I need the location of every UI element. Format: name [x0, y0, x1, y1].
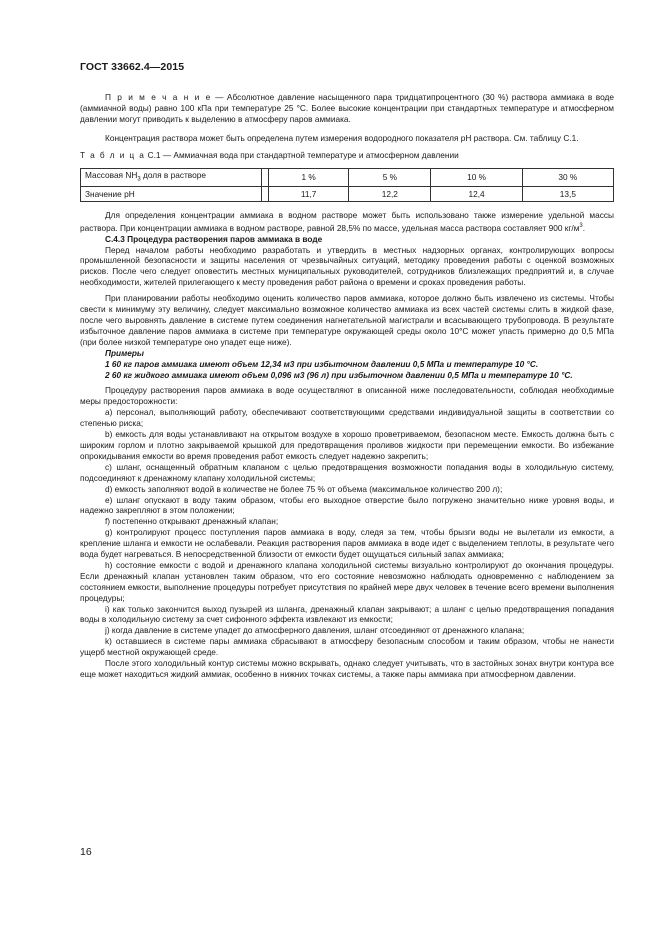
density-paragraph: Для определения концентрации аммиака в водном растворе может быть использовано также измерение удельной массы раствора. При концентрации аммиака в водном растворе, равной 28,5% по массе, удельная масса раствора составляет 900 $кг/м^3$.	[80, 210, 614, 233]
table-cell: 13,5	[522, 187, 613, 202]
table-cell: 12,4	[431, 187, 522, 202]
table-cell: 1 %	[269, 168, 349, 187]
table-row	[81, 187, 614, 202]
step-a: а) персонал, выполняющий работу, обеспечивают соответствующими средствами индивидуальной защиты в соответствии со степенью риска;	[80, 407, 614, 429]
table-cell: 5 %	[349, 168, 431, 187]
step-i: i) как только закончится выход пузырей из шланга, дренажный клапан закрывают; а шланг с целью предотвращения попадания воды в холодильную систему за счет сифонного эффекта извлекают из емкости;	[80, 603, 614, 625]
table-caption-text: С.1 — Аммиачная вода при стандартной температуре и атмосферном давлении	[145, 149, 459, 160]
table-cell: 30 %	[522, 168, 613, 187]
table-cell-spacer	[262, 187, 269, 202]
ammonia-ph-table	[80, 168, 614, 203]
table-cell-label: Массовая $NH_3$ доля в растворе	[81, 168, 262, 187]
example-1: 1 60 кг паров аммиака имеют объем 12,34 м3 при избыточном давлении 0,5 МПа и температуре 10 °С.	[105, 358, 539, 369]
example-2: 2 60 кг жидкого аммиака имеют объем 0,096 м3 (96 л) при избыточном давлении 0,5 МПа и температуре 10 °С.	[105, 369, 573, 380]
table-cell: 12,2	[349, 187, 431, 202]
step-h: h) состояние емкости с водой и дренажного клапана холодильной системы визуально контролируют до окончания процедуры. Если дренажный клапан установлен таким образом, что его состояние невозможно наблюдать одновременно с наблюдением за состоянием емкости, выполнение процедуры потребует присутствия по крайней мере двух человек в течение всего времени выполнения процедуры;	[80, 559, 614, 603]
table-caption-label: Т а б л и ц а	[80, 149, 146, 160]
standard-header: ГОСТ 33662.4—2015	[80, 61, 185, 73]
table-row	[81, 168, 614, 187]
before-work-paragraph: Перед началом работы необходимо разработать и утвердить в местных надзорных органах, контролирующих вопросы промышленной безопасности и защиты населения от чрезвычайных ситуаций, методику проведения работы с оценкой возможных рисков. После чего следует оповестить местных муниципальных руководителей, сотрудников близлежащих предприятий и, в случае необходимости, жителей прилегающего к месту проведения работ района о времени и сроках проведения работы.	[80, 244, 614, 288]
planning-paragraph: При планировании работы необходимо оценить количество паров аммиака, которое должно быть извлечено из системы. Чтобы свести к минимуму эту величину, следует максимально возможное количество аммиака из всех частей системы слить в жидкой фазе, после чего выровнять давление в системе путем соединения нагнетательной магистрали и всасывающего трубопровода. В результате избыточное давление паров аммиака в системе при температуре окружающей среды около 10°С может упасть примерно до 0,5 МПа (при более низкой температуре оно упадет еще ниже).	[80, 293, 614, 347]
table-cell: 10 %	[431, 168, 522, 187]
examples-title: Примеры	[105, 347, 145, 358]
step-e: e) шланг опускают в воду таким образом, чтобы его выходное отверстие было погружено значительно ниже уровня воды, и надежно закрепляют в этом положении;	[80, 494, 614, 516]
table-cell-label: Значение pH	[81, 187, 262, 202]
step-d: d) емкость заполняют водой в количестве не более 75 % от объема (максимальное количество 200 л);	[105, 483, 503, 494]
step-f: f) постепенно открывают дренажный клапан;	[105, 516, 279, 527]
page-number: 16	[80, 846, 92, 858]
procedure-paragraph: Процедуру растворения паров аммиака в воде осуществляют в описанной ниже последовательности, соблюдая необходимые меры предосторожности:	[80, 385, 614, 407]
page-content	[80, 92, 614, 680]
step-b: b) емкость для воды устанавливают на открытом воздухе в хорошо проветриваемом, безопасном месте. Емкость должна быть с широким горлом и плотно закрываемой крышкой для предотвращения проливов жидкости при перемещении емкости. Во избежание опрокидывания емкости во время проведения работ емкость следует надежно закрепить;	[80, 429, 614, 461]
concentration-paragraph: Концентрация раствора может быть определена путем измерения водородного показателя pH раствора. См. таблицу С.1.	[105, 132, 579, 143]
table-cell: 11,7	[269, 187, 349, 202]
step-j: j) когда давление в системе упадет до атмосферного давления, шланг отсоединяют от дренажного клапана;	[105, 625, 525, 636]
table-cell-spacer	[262, 168, 269, 187]
note-paragraph	[80, 92, 614, 125]
step-g: g) контролируют процесс поступления паров аммиака в воду, следя за тем, чтобы брызги воды не вылетали из емкости, а крепление шланга и емкости не ослабевали. Реакция растворения паров аммиака в воде идет с выделением теплоты, в результате чего вода будет нагреваться. В непосредственной близости от емкости будет ощущаться сильный запах аммиака;	[80, 527, 614, 560]
step-k: k) оставшиеся в системе пары аммиака сбрасывают в атмосферу безопасным способом и таким образом, чтобы не нанести ущерб местной окружающей среде.	[80, 636, 614, 658]
note-text: — Абсолютное давление насыщенного пара тридцатипроцентного (30 %) раствора аммиака в воде (аммиачной воды) равно 100 кПа при температуре 25 °С. Более высокие концентрации при стандартных температуре и атмосферном давлении могут приводить к выделению в атмосферу паров аммиака.	[80, 92, 614, 124]
step-c: c) шланг, оснащенный обратным клапаном с целью предотвращения возможности попадания воды в холодильную систему, подсоединяют к дренажному клапану холодильной системы;	[80, 461, 614, 483]
after-paragraph: После этого холодильный контур системы можно вскрывать, однако следует учитывать, что в застойных зонах внутри контура все еще может находиться жидкий аммиак, особенно в нижних точках системы, а также пары аммиака при атмосферном давлении.	[80, 658, 614, 680]
section-title: С.4.3 Процедура растворения паров аммиака в воде	[105, 233, 323, 244]
note-label: П р и м е ч а н и е	[105, 92, 212, 102]
table-caption	[80, 150, 614, 161]
